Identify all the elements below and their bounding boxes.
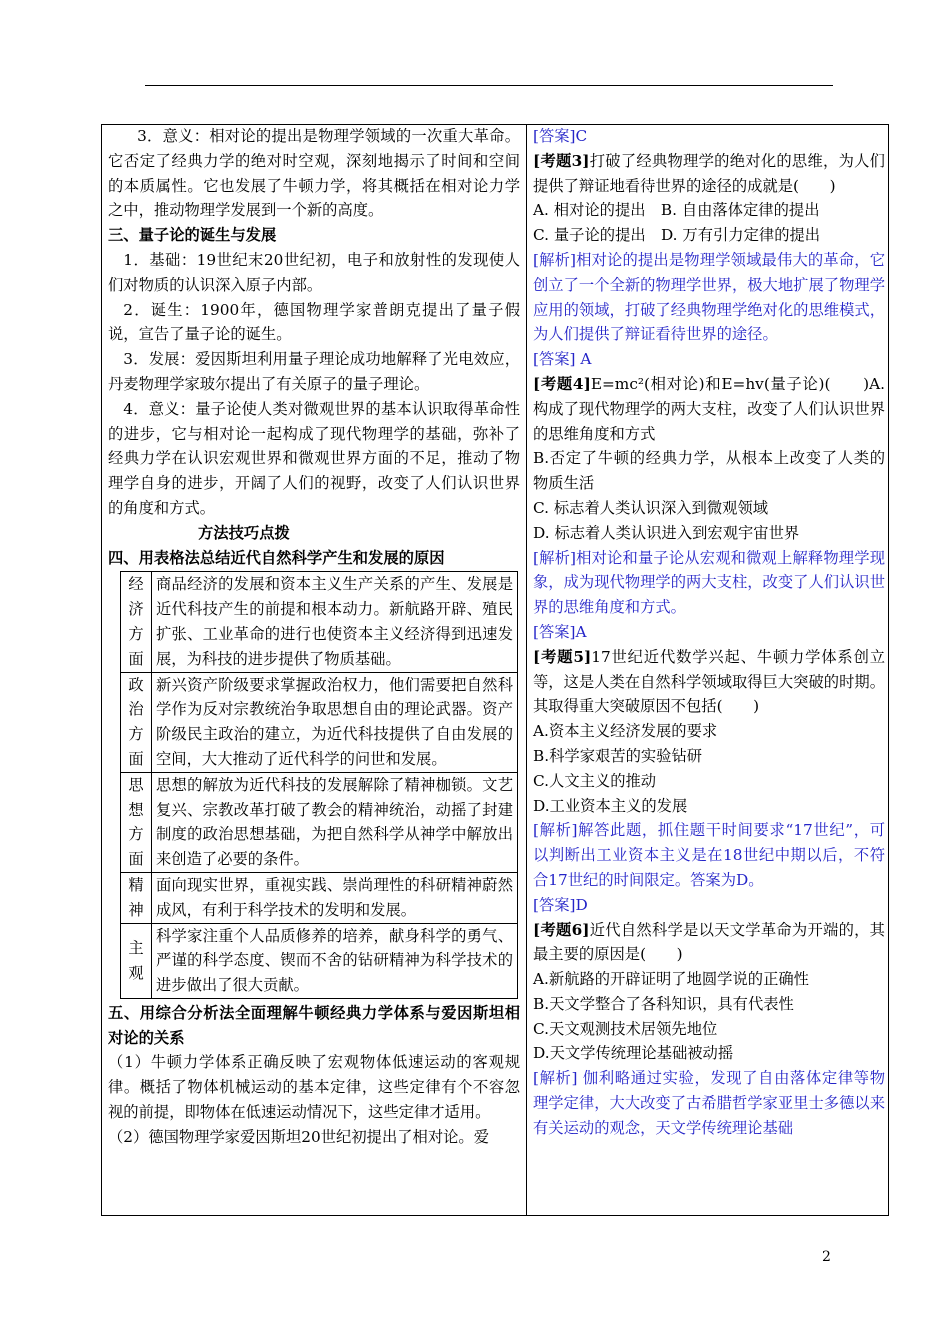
question-5 xyxy=(533,645,885,719)
question-6-option-d: D.天文学传统理论基础被动摇 xyxy=(533,1044,734,1063)
question-6-stem: 近代自然科学是以天文学革命为开端的，其最主要的原因是( ) xyxy=(533,920,885,964)
row-label: 主观 xyxy=(121,923,152,998)
question-6 xyxy=(533,918,885,968)
einstein-paragraph: （2）德国物理学家爱因斯坦20世纪初提出了相对论。爱 xyxy=(108,1127,490,1146)
row-text: 科学家注重个人品质修养的培养，献身科学的勇气、严谨的科学态度、锲而不舍的钻研精神为科学技术的进步做出了很大贡献。 xyxy=(152,923,518,998)
question-6-tag: [考题6] xyxy=(533,920,590,939)
column-divider xyxy=(526,124,527,1216)
quantum-development: 3．发展：爱因斯坦利用量子理论成功地解释了光电效应，丹麦物理学家玻尔提出了有关原子的量子理论。 xyxy=(108,350,520,393)
question-4 xyxy=(533,372,885,446)
row-label: 思想方面 xyxy=(121,772,152,872)
page-number: 2 xyxy=(822,1249,831,1265)
question-3-tag: [考题3] xyxy=(533,151,590,170)
left-column xyxy=(108,124,520,1150)
question-4-option-b: B.否定了牛顿的经典力学，从根本上改变了人类的物质生活 xyxy=(533,449,885,493)
question-3-stem: 打破了经典物理学的绝对化的思维，为人们提供了辩证地看待世界的途径的成就是( ) xyxy=(533,151,885,195)
question-6-option-b: B.天文学整合了各科知识，具有代表性 xyxy=(533,994,794,1013)
question-6-explanation: [解析] 伽利略通过实验，发现了自由落体定律等物理学定律，大大改变了古希腊哲学家亚里士多德以来有关运动的观念，天文学传统理论基础 xyxy=(533,1069,885,1137)
question-5-option-b: B.科学家艰苦的实验钻研 xyxy=(533,746,703,765)
row-text: 新兴资产阶级要求掌握政治权力，他们需要把自然科学作为反对宗教统治争取思想自由的理论武器。资产阶级民主政治的建立，为近代科技提供了自由发展的空间，大大推动了近代科学的问世和发展。 xyxy=(152,672,518,772)
question-5-tag: [考题5] xyxy=(533,647,592,666)
newton-paragraph: （1）牛顿力学体系正确反映了宏观物体低速运动的客观规律。概括了物体机械运动的基本定律，这些定律有个不容忽视的前提，即物体在低速运动情况下，这些定律才适用。 xyxy=(108,1053,520,1122)
quantum-birth: 2．诞生：1900年，德国物理学家普朗克提出了量子假说，宣告了量子论的诞生。 xyxy=(108,300,520,344)
question-4-option-c: C. 标志着人类认识深入到微观领域 xyxy=(533,498,769,517)
row-text: 商品经济的发展和资本主义生产关系的产生、发展是近代科技产生的前提和根本动力。新航路开辟、殖民扩张、工业革命的进行也使资本主义经济得到迅速发展，为科技的进步提供了物质基础。 xyxy=(152,572,518,672)
question-5-option-d: D.工业资本主义的发展 xyxy=(533,796,688,815)
row-label: 政治方面 xyxy=(121,672,152,772)
quantum-basis: 1．基础：19世纪末20世纪初，电子和放射性的发现使人们对物质的认识深入原子内部。 xyxy=(108,250,520,294)
question-4-stem: E=mc²(相对论)和E=hv(量子论)( )A. 构成了现代物理学的两大支柱，改变了人们认识世界的思维角度和方式 xyxy=(533,374,885,443)
section-3-title: 三、量子论的诞生与发展 xyxy=(108,226,277,245)
relativity-significance: 3．意义：相对论的提出是物理学领域的一次重大革命。它否定了经典力学的绝对时空观，深刻地揭示了时间和空间的本质属性。它也发展了牛顿力学，将其概括在相对论力学之中，推动物理学发展到一个新的高度。 xyxy=(108,127,520,220)
section-5-title: 五、用综合分析法全面理解牛顿经典力学体系与爱因斯坦相对论的关系 xyxy=(108,1003,520,1047)
row-text: 思想的解放为近代科技的发展解除了精神枷锁。文艺复兴、宗教改革打破了教会的精神统治，动摇了封建制度的政治思想基础，为把自然科学从神学中解放出来创造了必要的条件。 xyxy=(152,772,518,872)
question-4-option-d: D. 标志着人类认识进入到宏观宇宙世界 xyxy=(533,523,800,542)
table-row xyxy=(121,923,518,998)
question-3 xyxy=(533,149,885,199)
section-4-title: 四、用表格法总结近代自然科学产生和发展的原因 xyxy=(108,548,445,567)
row-text: 面向现实世界，重视实践、崇尚理性的科研精神蔚然成风，有利于科学技术的发明和发展。 xyxy=(152,872,518,923)
quantum-significance: 4．意义：量子论使人类对微观世界的基本认识取得革命性的进步，它与相对论一起构成了现代物理学的基础，弥补了经典力学在认识宏观世界和微观世界方面的不足，推动了物理学自身的进步，开阔了人们的视野，改变了人们认识世界的角度和方式。 xyxy=(108,399,520,517)
table-row xyxy=(121,572,518,672)
answer-2: [答案]C xyxy=(533,127,588,145)
question-5-answer: [答案]D xyxy=(533,895,588,914)
table-row xyxy=(121,872,518,923)
table-row xyxy=(121,672,518,772)
right-column xyxy=(533,124,885,1141)
header-rule xyxy=(145,85,833,86)
question-3-explanation: [解析]相对论的提出是物理学领域最伟大的革命，它创立了一个全新的物理学世界，极大地扩展了物理学应用的领域，打破了经典物理学绝对化的思维模式，为人们提供了辩证看待世界的途径。 xyxy=(533,250,885,344)
question-4-answer: [答案]A xyxy=(533,622,587,641)
method-title: 方法技巧点拨 xyxy=(198,523,290,542)
question-6-option-a: A.新航路的开辟证明了地圆学说的正确性 xyxy=(533,970,809,989)
question-5-option-a: A.资本主义经济发展的要求 xyxy=(533,722,718,741)
question-3-options-cd: C. 量子论的提出 D. 万有引力定律的提出 xyxy=(533,226,821,245)
question-5-stem: 17世纪近代数学兴起、牛顿力学体系创立等，这是人类在自然科学领域取得巨大突破的时期。其取得重大突破原因不包括( ) xyxy=(533,647,885,716)
reasons-table xyxy=(120,571,518,999)
question-3-options-ab: A. 相对论的提出 B. 自由落体定律的提出 xyxy=(533,201,820,220)
row-label: 经济方面 xyxy=(121,572,152,672)
question-4-explanation: [解析]相对论和量子论从宏观和微观上解释物理学现象，成为现代物理学的两大支柱，改变了人们认识世界的思维角度和方式。 xyxy=(533,548,885,617)
question-5-explanation: [解析]解答此题，抓住题干时间要求“17世纪”，可以判断出工业资本主义是在18世纪中期以后，不符合17世纪的时间限定。答案为D。 xyxy=(533,821,885,889)
question-5-option-c: C.人文主义的推动 xyxy=(533,771,657,790)
row-label: 精神 xyxy=(121,872,152,923)
table-row xyxy=(121,772,518,872)
question-6-option-c: C.天文观测技术居领先地位 xyxy=(533,1019,718,1038)
question-4-tag: [考题4] xyxy=(533,374,591,393)
question-3-answer: [答案] A xyxy=(533,350,592,369)
